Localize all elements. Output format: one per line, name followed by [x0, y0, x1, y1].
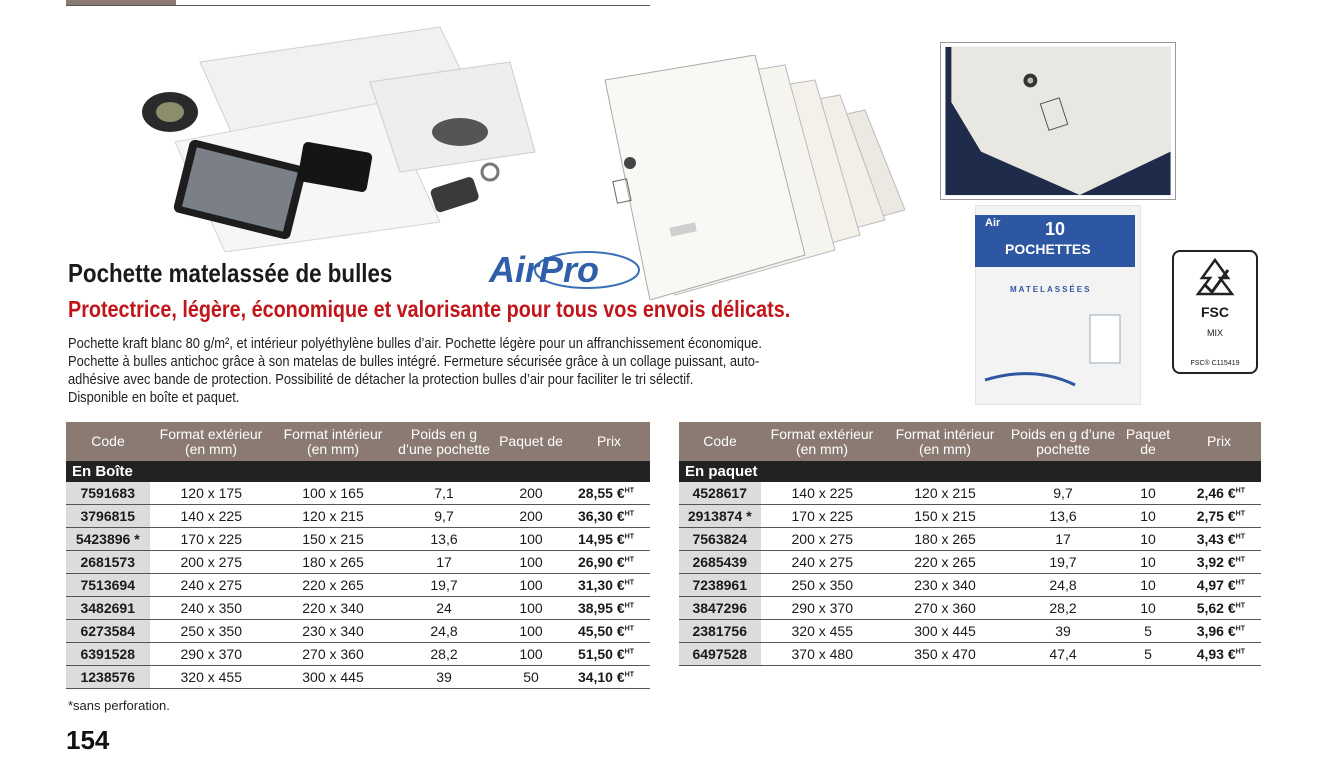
format-int-cell-value: 150 x 215 [302, 531, 364, 547]
format-ext-cell [150, 620, 272, 643]
code-cell-value: 2681573 [80, 554, 135, 570]
code-cell-value: 2913874 * [687, 508, 752, 524]
format-ext-cell [150, 482, 272, 505]
format-ext-cell-value: 320 x 455 [791, 623, 853, 639]
format-ext-cell [150, 528, 272, 551]
format-int-cell [272, 597, 394, 620]
price-cell [568, 551, 650, 574]
qty-cell [494, 597, 568, 620]
weight-cell [1007, 597, 1119, 620]
qty-cell-value: 100 [519, 623, 543, 639]
price-cell-value: 26,90 € [577, 554, 625, 570]
table-row [66, 597, 650, 620]
format-int-cell-value: 180 x 265 [914, 531, 976, 547]
format-int-cell-value: 220 x 265 [914, 554, 976, 570]
col-weight: Poids en g d’une pochette [394, 422, 494, 461]
description-line: adhésive avec bande de protection. Possibilité de détacher la protection bulles d’air pour faciliter le tri sélectif. [68, 371, 694, 388]
weight-cell [1007, 505, 1119, 528]
price-cell-value: 2,75 € [1196, 508, 1236, 524]
format-ext-cell-value: 170 x 225 [791, 508, 853, 524]
format-ext-cell [150, 597, 272, 620]
tree-check-icon [1174, 256, 1256, 304]
format-int-cell-value: 350 x 470 [914, 646, 976, 662]
weight-cell [394, 482, 494, 505]
weight-cell [1007, 643, 1119, 666]
weight-cell [394, 643, 494, 666]
format-int-cell-value: 220 x 340 [302, 600, 364, 616]
weight-cell-value: 17 [1055, 531, 1071, 547]
qty-cell [494, 643, 568, 666]
product-title: Pochette matelassée de bulles [68, 258, 393, 288]
code-cell-value: 7563824 [692, 531, 747, 547]
code-cell-value: 6273584 [80, 623, 135, 639]
price-cell [1177, 620, 1261, 643]
qty-cell [494, 551, 568, 574]
section-label: En Boîte [66, 461, 650, 482]
format-int-cell [272, 505, 394, 528]
format-ext-cell-value: 140 x 225 [180, 508, 242, 524]
price-cell [568, 643, 650, 666]
weight-cell-value: 24,8 [430, 623, 458, 639]
price-cell-value: 4,97 € [1196, 577, 1236, 593]
price-cell [568, 666, 650, 689]
weight-cell [1007, 482, 1119, 505]
pack-label: POCHETTES [1005, 241, 1091, 257]
weight-cell-value: 9,7 [434, 508, 454, 524]
weight-cell-value: 17 [436, 554, 452, 570]
format-int-cell [883, 620, 1007, 643]
code-cell [66, 551, 150, 574]
weight-cell-value: 19,7 [1049, 554, 1077, 570]
weight-cell [394, 666, 494, 689]
format-int-cell-value: 150 x 215 [914, 508, 976, 524]
qty-cell-value: 100 [519, 600, 543, 616]
format-ext-cell [761, 482, 883, 505]
qty-cell [494, 574, 568, 597]
format-ext-cell [761, 597, 883, 620]
weight-cell [1007, 528, 1119, 551]
code-cell [679, 597, 761, 620]
price-suffix: HT [624, 671, 634, 679]
weight-cell-value: 7,1 [434, 485, 454, 501]
price-cell-value: 3,43 € [1196, 531, 1236, 547]
qty-cell-value: 10 [1140, 508, 1156, 524]
weight-cell [1007, 620, 1119, 643]
weight-cell-value: 24,8 [1049, 577, 1077, 593]
price-cell-value: 31,30 € [577, 577, 625, 593]
format-int-cell [272, 574, 394, 597]
price-cell [568, 597, 650, 620]
box-price-table [66, 422, 650, 689]
weight-cell-value: 13,6 [1049, 508, 1077, 524]
qty-cell-value: 100 [519, 531, 543, 547]
qty-cell [1119, 528, 1177, 551]
price-suffix: HT [1235, 625, 1245, 633]
table-row [679, 551, 1261, 574]
code-cell [66, 574, 150, 597]
weight-cell [1007, 574, 1119, 597]
weight-cell [394, 505, 494, 528]
price-cell-value: 4,93 € [1196, 646, 1236, 662]
table-header-row [66, 422, 650, 461]
format-ext-cell [150, 551, 272, 574]
format-ext-cell-value: 250 x 350 [791, 577, 853, 593]
weight-cell-value: 39 [1055, 623, 1071, 639]
table-row [679, 528, 1261, 551]
price-suffix: HT [624, 625, 634, 633]
table-row [679, 574, 1261, 597]
format-int-cell [272, 551, 394, 574]
format-ext-cell [761, 620, 883, 643]
qty-cell-value: 10 [1140, 531, 1156, 547]
product-photo-pack-of-10 [975, 205, 1141, 405]
weight-cell [394, 528, 494, 551]
format-int-cell [883, 574, 1007, 597]
price-cell [1177, 482, 1261, 505]
pack-price-table [679, 422, 1261, 666]
code-cell-value: 7238961 [692, 577, 747, 593]
pack-brand: Air [985, 217, 1001, 229]
format-int-cell [272, 620, 394, 643]
code-cell [66, 528, 150, 551]
price-suffix: HT [624, 487, 634, 495]
price-suffix: HT [1235, 533, 1245, 541]
page-number: 154 [66, 725, 110, 755]
section-label: En paquet [679, 461, 1261, 482]
table-row [679, 620, 1261, 643]
price-cell [1177, 643, 1261, 666]
code-cell [66, 620, 150, 643]
price-suffix: HT [624, 510, 634, 518]
col-price: Prix [568, 422, 650, 461]
format-ext-cell-value: 170 x 225 [180, 531, 242, 547]
format-ext-cell [761, 528, 883, 551]
code-cell [66, 597, 150, 620]
weight-cell-value: 28,2 [1049, 600, 1077, 616]
price-cell-value: 14,95 € [577, 531, 625, 547]
weight-cell-value: 13,6 [430, 531, 458, 547]
fsc-license: FSC® C115419 [1190, 360, 1240, 367]
col-qty: Paquet de [494, 422, 568, 461]
product-subtitle: Protectrice, légère, économique et valorisante pour tous vos envois délicats. [68, 296, 791, 322]
format-ext-cell-value: 140 x 225 [791, 485, 853, 501]
table-row [66, 666, 650, 689]
format-int-cell-value: 300 x 445 [302, 669, 364, 685]
qty-cell-value: 5 [1144, 646, 1152, 662]
weight-cell [394, 574, 494, 597]
fsc-title: FSC [1201, 304, 1229, 320]
qty-cell [494, 528, 568, 551]
format-ext-cell [150, 574, 272, 597]
code-cell-value: 3796815 [80, 508, 135, 524]
qty-cell-value: 100 [519, 554, 543, 570]
format-ext-cell-value: 120 x 175 [180, 485, 242, 501]
qty-cell-value: 10 [1140, 577, 1156, 593]
price-suffix: HT [1235, 579, 1245, 587]
format-int-cell [272, 528, 394, 551]
col-qty: Paquet de [1119, 422, 1177, 461]
price-cell-value: 2,46 € [1196, 485, 1236, 501]
format-ext-cell [150, 666, 272, 689]
code-cell-value: 3847296 [692, 600, 747, 616]
description-line: Pochette kraft blanc 80 g/m², et intérieur polyéthylène bulles d’air. Pochette légère pour un affranchissement économique. [68, 335, 762, 352]
code-cell [679, 551, 761, 574]
table-row [66, 620, 650, 643]
logo-text: AirPro [489, 249, 600, 290]
code-cell [679, 482, 761, 505]
table-row [66, 643, 650, 666]
format-int-cell-value: 120 x 215 [914, 485, 976, 501]
format-int-cell-value: 270 x 360 [302, 646, 364, 662]
format-ext-cell-value: 240 x 275 [791, 554, 853, 570]
qty-cell [1119, 482, 1177, 505]
format-int-cell [883, 528, 1007, 551]
format-int-cell [883, 551, 1007, 574]
format-int-cell-value: 180 x 265 [302, 554, 364, 570]
description-line: Pochette à bulles antichoc grâce à son matelas de bulles intégré. Fermeture sécurisée grâce à un collage puissant, auto- [68, 353, 760, 370]
price-cell-value: 51,50 € [577, 646, 625, 662]
table-row [679, 482, 1261, 505]
format-int-cell-value: 230 x 340 [914, 577, 976, 593]
col-code: Code [679, 422, 761, 461]
product-photo-closeup [940, 42, 1176, 200]
table-header-row [679, 422, 1261, 461]
fsc-logo [1172, 250, 1258, 374]
code-cell [66, 482, 150, 505]
code-cell-value: 3482691 [80, 600, 135, 616]
airpro-logo [487, 244, 643, 292]
code-cell-value: 1238576 [80, 669, 135, 685]
table-row [66, 551, 650, 574]
format-ext-cell-value: 240 x 275 [180, 577, 242, 593]
qty-cell-value: 10 [1140, 554, 1156, 570]
format-int-cell [272, 643, 394, 666]
format-int-cell-value: 270 x 360 [914, 600, 976, 616]
format-ext-cell-value: 200 x 275 [180, 554, 242, 570]
price-cell-value: 36,30 € [577, 508, 625, 524]
col-format-ext: Format extérieur (en mm) [761, 422, 883, 461]
format-int-cell-value: 120 x 215 [302, 508, 364, 524]
qty-cell [1119, 505, 1177, 528]
code-cell-value: 2685439 [692, 554, 747, 570]
footnote: *sans perforation. [68, 698, 170, 713]
code-cell [66, 505, 150, 528]
code-cell-value: 4528617 [692, 485, 747, 501]
format-ext-cell-value: 200 x 275 [791, 531, 853, 547]
qty-cell [494, 482, 568, 505]
code-cell-value: 5423896 * [75, 531, 140, 547]
table-row [66, 574, 650, 597]
code-cell [679, 620, 761, 643]
qty-cell [1119, 597, 1177, 620]
format-int-cell [272, 666, 394, 689]
price-suffix: HT [1235, 487, 1245, 495]
code-cell [679, 528, 761, 551]
format-int-cell [883, 482, 1007, 505]
qty-cell-value: 200 [519, 508, 543, 524]
format-ext-cell-value: 290 x 370 [180, 646, 242, 662]
format-int-cell-value: 230 x 340 [302, 623, 364, 639]
qty-cell [1119, 574, 1177, 597]
price-suffix: HT [1235, 602, 1245, 610]
code-cell [66, 666, 150, 689]
format-ext-cell [150, 505, 272, 528]
price-cell [1177, 574, 1261, 597]
price-suffix: HT [1235, 648, 1245, 656]
qty-cell [1119, 643, 1177, 666]
code-cell [679, 643, 761, 666]
price-suffix: HT [624, 602, 634, 610]
qty-cell-value: 200 [519, 485, 543, 501]
format-int-cell [272, 482, 394, 505]
col-price: Prix [1177, 422, 1261, 461]
pack-text: MATELASSÉES [1010, 285, 1092, 294]
price-cell [1177, 528, 1261, 551]
table-row [66, 528, 650, 551]
weight-cell-value: 39 [436, 669, 452, 685]
format-ext-cell-value: 290 x 370 [791, 600, 853, 616]
price-cell [568, 505, 650, 528]
qty-cell-value: 100 [519, 646, 543, 662]
qty-cell [1119, 551, 1177, 574]
fsc-mix: MIX [1206, 328, 1223, 338]
format-ext-cell [761, 551, 883, 574]
price-cell [568, 482, 650, 505]
price-suffix: HT [1235, 556, 1245, 564]
format-ext-cell-value: 250 x 350 [180, 623, 242, 639]
section-row [66, 461, 650, 482]
price-cell [1177, 597, 1261, 620]
weight-cell [1007, 551, 1119, 574]
code-cell-value: 7513694 [80, 577, 135, 593]
price-cell-value: 3,96 € [1196, 623, 1236, 639]
qty-cell [494, 666, 568, 689]
qty-cell-value: 50 [523, 669, 539, 685]
description-line: Disponible en boîte et paquet. [68, 389, 240, 406]
format-int-cell [883, 597, 1007, 620]
top-strip [66, 0, 650, 6]
price-suffix: HT [624, 579, 634, 587]
code-cell [679, 574, 761, 597]
price-cell-value: 38,95 € [577, 600, 625, 616]
price-cell-value: 3,92 € [1196, 554, 1236, 570]
product-photo-envelopes-devices [140, 22, 540, 252]
format-int-cell [883, 643, 1007, 666]
format-ext-cell-value: 240 x 350 [180, 600, 242, 616]
table-row [66, 482, 650, 505]
qty-cell-value: 5 [1144, 623, 1152, 639]
price-cell [568, 620, 650, 643]
code-cell-value: 6497528 [692, 646, 747, 662]
col-format-int: Format intérieur (en mm) [883, 422, 1007, 461]
format-int-cell-value: 220 x 265 [302, 577, 364, 593]
qty-cell-value: 10 [1140, 485, 1156, 501]
price-cell [568, 574, 650, 597]
weight-cell-value: 28,2 [430, 646, 458, 662]
weight-cell-value: 9,7 [1053, 485, 1073, 501]
price-cell-value: 34,10 € [577, 669, 625, 685]
table-row [679, 643, 1261, 666]
price-cell [1177, 505, 1261, 528]
weight-cell-value: 47,4 [1049, 646, 1077, 662]
col-code: Code [66, 422, 150, 461]
format-ext-cell-value: 370 x 480 [791, 646, 853, 662]
col-format-int: Format intérieur (en mm) [272, 422, 394, 461]
format-ext-cell [761, 643, 883, 666]
format-int-cell [883, 505, 1007, 528]
table-row [679, 505, 1261, 528]
format-int-cell-value: 100 x 165 [302, 485, 364, 501]
price-cell-value: 28,55 € [577, 485, 625, 501]
section-row [679, 461, 1261, 482]
code-cell-value: 7591683 [80, 485, 135, 501]
weight-cell-value: 19,7 [430, 577, 458, 593]
price-cell-value: 5,62 € [1196, 600, 1236, 616]
weight-cell [394, 597, 494, 620]
format-int-cell-value: 300 x 445 [914, 623, 976, 639]
weight-cell [394, 620, 494, 643]
qty-cell-value: 10 [1140, 600, 1156, 616]
qty-cell [1119, 620, 1177, 643]
weight-cell-value: 24 [436, 600, 452, 616]
qty-cell [494, 505, 568, 528]
price-cell [568, 528, 650, 551]
format-ext-cell-value: 320 x 455 [180, 669, 242, 685]
weight-cell [394, 551, 494, 574]
table-row [679, 597, 1261, 620]
format-ext-cell [150, 643, 272, 666]
price-suffix: HT [624, 648, 634, 656]
price-suffix: HT [1235, 510, 1245, 518]
col-weight: Poids en g d’une pochette [1007, 422, 1119, 461]
price-suffix: HT [624, 556, 634, 564]
format-ext-cell [761, 505, 883, 528]
col-format-ext: Format extérieur (en mm) [150, 422, 272, 461]
code-cell-value: 6391528 [80, 646, 135, 662]
code-cell [679, 505, 761, 528]
qty-cell-value: 100 [519, 577, 543, 593]
table-row [66, 505, 650, 528]
price-suffix: HT [624, 533, 634, 541]
format-ext-cell [761, 574, 883, 597]
price-cell [1177, 551, 1261, 574]
code-cell [66, 643, 150, 666]
product-description [68, 335, 868, 407]
price-cell-value: 45,50 € [577, 623, 625, 639]
pack-count: 10 [1045, 219, 1066, 239]
code-cell-value: 2381756 [692, 623, 747, 639]
qty-cell [494, 620, 568, 643]
